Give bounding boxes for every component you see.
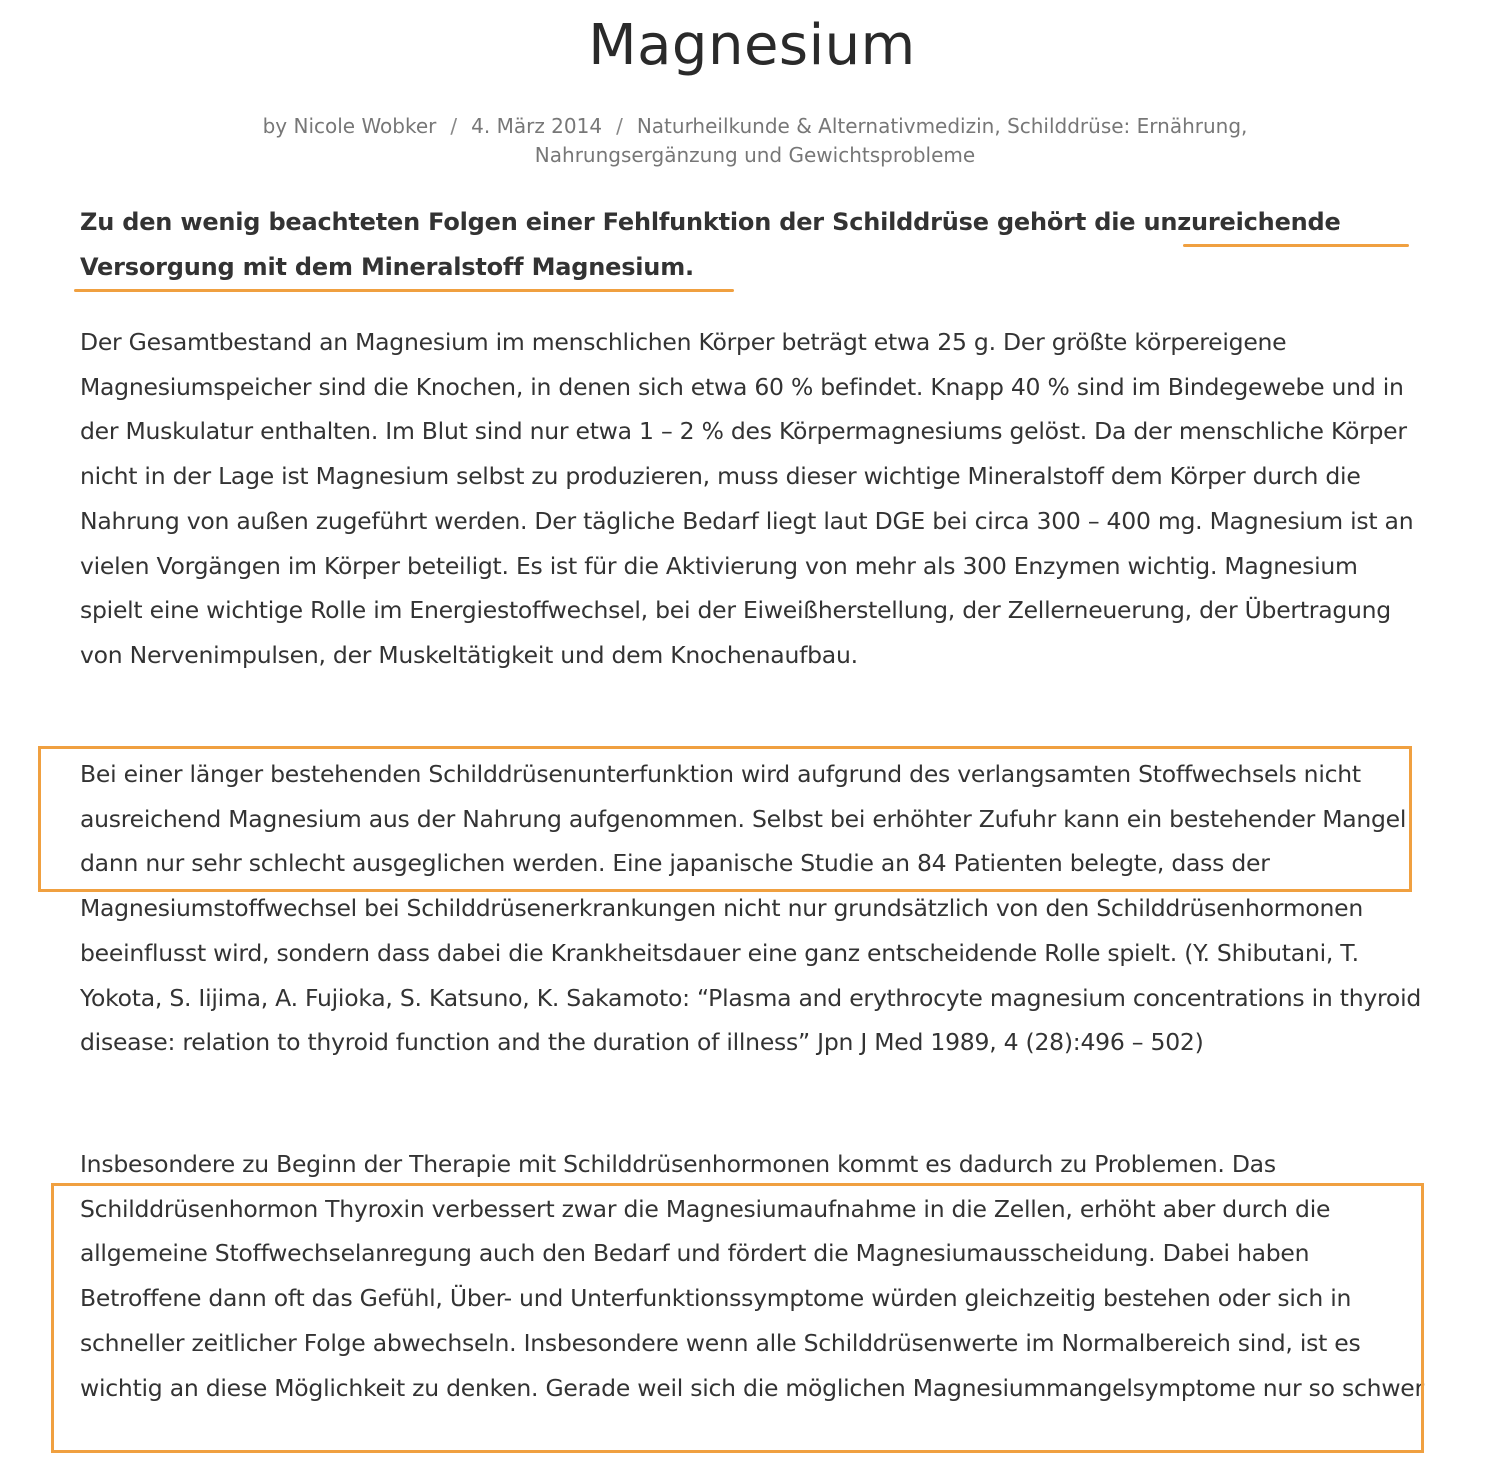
body-paragraph-2: Bei einer länger bestehenden Schilddrüsenunterfunktion wird aufgrund des verlangsamten Stoffwechsels nicht ausreichend Magnesium aus der Nahrung aufgenommen. Selbst bei erhöhter Zufuhr kann ein bestehender Mangel dann nur sehr schlecht ausgeglichen werden. Eine japanische Studie an 84 Patienten belegte, dass der Magnesiumstoffwechsel bei Schilddrüsenerkrankungen nicht nur grundsätzlich von den Schilddrüsenhormonen beeinflusst wird, sondern dass dabei die Krankheitsdauer eine ganz entscheidende Rolle spielt. (Y. Shibutani, T. Yokota, S. Iijima, A. Fujioka, S. Katsuno, K. Sakamoto: “Plasma and erythrocyte magnesium concentrations in thyroid disease: relation to thyroid function and the duration of illness” Jpn J Med 1989, 4 (28):496 – 502) xyxy=(80,760,1422,1057)
highlight-underline-1 xyxy=(1183,244,1409,247)
body-paragraph-1: Der Gesamtbestand an Magnesium im menschlichen Körper beträgt etwa 25 g. Der größte körpereigene Magnesiumspeicher sind die Knochen, in denen sich etwa 60 % befindet. Knapp 40 % sind im Bindegewebe und in der Muskulatur enthalten. Im Blut sind nur etwa 1 – 2 % des Körpermagnesiums gelöst. Da der menschliche Körper nicht in der Lage ist Magnesium selbst zu produzieren, muss dieser wichtige Mineralstoff dem Körper durch die Nahrung von außen zugeführt werden. Der tägliche Bedarf liegt laut DGE bei circa 300 – 400 mg. Magnesium ist an vielen Vorgängen im Körper beteiligt. Es ist für die Aktivierung von mehr als 300 Enzymen wichtig. Magnesium spielt eine wichtige Rolle im Energiestoffwechsel, bei der Eiweißherstellung, der Zellerneuerung, der Übertragung von Nervenimpulsen, der Muskeltätigkeit und dem Knochenaufbau. xyxy=(80,328,1414,669)
lead-paragraph: Zu den wenig beachteten Folgen einer Fehlfunktion der Schilddrüse gehört die unzureichende Versorgung mit dem Mineralstoff Magnesium. xyxy=(80,208,1341,281)
meta-separator: / xyxy=(450,114,458,138)
article-meta xyxy=(180,112,1330,170)
category-links[interactable]: Naturheilkunde & Alternativmedizin, Schilddrüse: Ernährung, Nahrungsergänzung und Gewichtsprobleme xyxy=(534,114,1248,167)
meta-separator: / xyxy=(616,114,623,138)
article-title: Magnesium xyxy=(588,13,916,78)
highlight-box-1 xyxy=(38,746,1412,892)
author-link[interactable]: by Nicole Wobker xyxy=(262,114,437,138)
highlight-underline-2 xyxy=(74,289,734,292)
highlight-box-2 xyxy=(51,1183,1424,1453)
body-paragraph-3: Insbesondere zu Beginn der Therapie mit Schilddrüsenhormonen kommt es dadurch zu Problemen. Das Schilddrüsenhormon Thyroxin verbessert zwar die Magnesiumaufnahme in die Zellen, erhöht aber durch die allgemeine Stoffwechselanregung auch den Bedarf und fördert die Magnesiumausscheidung. Dabei haben Betroffene dann oft das Gefühl, Über- und Unterfunktionssymptome würden gleichzeitig bestehen oder sich in schneller zeitlicher Folge abwechseln. Insbesondere wenn alle Schilddrüsenwerte im Normalbereich sind, ist es wichtig an diese Möglichkeit zu denken. Gerade weil sich die möglichen Magnesiummangelsymptome nur so schwer xyxy=(80,1150,1424,1402)
date-link[interactable]: 4. März 2014 xyxy=(471,114,603,138)
